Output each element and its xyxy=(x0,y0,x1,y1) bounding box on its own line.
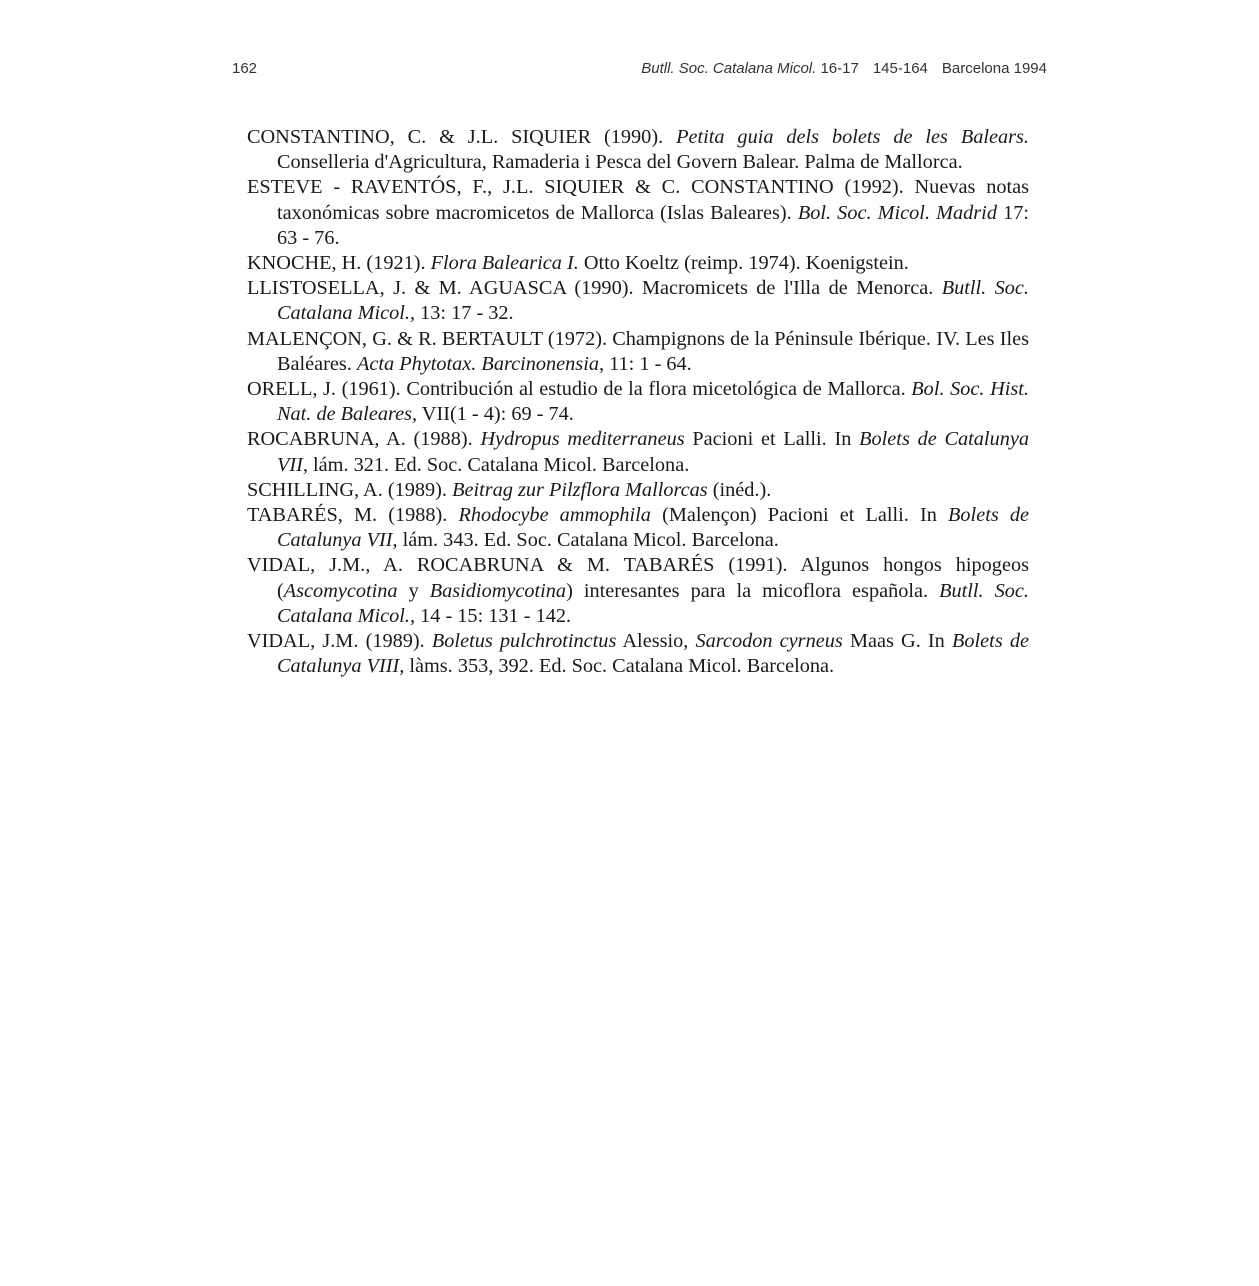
reference-book: Bolets de Catalunya VII, xyxy=(277,428,1029,476)
journal-citation-header xyxy=(641,60,1047,77)
reference-item xyxy=(247,327,1029,377)
reference-species: Hydropus mediterraneus xyxy=(480,428,685,451)
reference-volume-pages: 11: 1 - 64. xyxy=(609,352,692,375)
reference-book: Bolets de Catalunya VII, xyxy=(277,504,1029,552)
reference-journal: Bol. Soc. Hist. Nat. de Baleares, xyxy=(277,378,1029,426)
reference-volume-pages: 13: 17 - 32. xyxy=(420,302,514,325)
reference-item xyxy=(247,251,1029,276)
reference-item xyxy=(247,377,1029,427)
reference-species-authority: Maas G. In xyxy=(849,630,945,653)
reference-authors: TABARÉS, M. (1988). xyxy=(247,504,448,527)
reference-item xyxy=(247,553,1029,629)
reference-item xyxy=(247,427,1029,477)
reference-details: làms. 353, 392. Ed. Soc. Catalana Micol. Barcelona. xyxy=(409,655,835,678)
reference-authors: ROCABRUNA, A. (1988). xyxy=(247,428,473,451)
reference-journal: Butll. Soc. Catalana Micol., xyxy=(277,277,1029,325)
reference-list xyxy=(247,125,1029,679)
reference-title: Beitrag zur Pilzflora Mallorcas xyxy=(452,478,708,501)
reference-title-part: ) interesantes para la micoflora española. xyxy=(566,579,929,602)
page-number: 162 xyxy=(232,60,258,77)
reference-journal: Acta Phytotax. Barcinonensia, xyxy=(356,352,605,375)
reference-item xyxy=(247,478,1029,503)
reference-authors: MALENÇON, G. & R. BERTAULT (1972). xyxy=(247,327,608,350)
reference-journal: Bol. Soc. Micol. Madrid xyxy=(797,201,997,224)
reference-species: Boletus pulchrotinctus xyxy=(431,630,617,653)
reference-journal: Butll. Soc. Catalana Micol., xyxy=(277,579,1029,627)
reference-authors: ORELL, J. (1961). xyxy=(247,378,401,401)
reference-connector: y xyxy=(408,579,419,602)
reference-authors: VIDAL, J.M., A. ROCABRUNA & M. TABARÉS (1991). xyxy=(247,554,788,577)
reference-item xyxy=(247,125,1029,175)
reference-details: lám. 321. Ed. Soc. Catalana Micol. Barcelona. xyxy=(313,453,690,476)
reference-species: Sarcodon cyrneus xyxy=(695,630,843,653)
reference-species-authority: (Malençon) Pacioni et Lalli. In xyxy=(662,504,937,527)
reference-authors: KNOCHE, H. (1921). xyxy=(247,252,426,275)
reference-title-part: Algunos hongos hipogeos ( xyxy=(277,554,1029,602)
reference-title: Flora Balearica I. xyxy=(430,252,579,275)
reference-authors: CONSTANTINO, C. & J.L. SIQUIER (1990). xyxy=(247,126,664,148)
reference-title: Macromicets de l'Illa de Menorca. xyxy=(641,277,934,300)
reference-details: Otto Koeltz (reimp. 1974). Koenigstein. xyxy=(583,252,909,275)
reference-volume-pages: 17: 63 - 76. xyxy=(277,201,1029,249)
reference-details: lám. 343. Ed. Soc. Catalana Micol. Barcelona. xyxy=(402,529,779,552)
journal-pages: 145-164 xyxy=(872,60,928,77)
journal-name: Butll. Soc. Catalana Micol. xyxy=(641,60,817,77)
reference-authors: VIDAL, J.M. (1989). xyxy=(247,630,425,653)
journal-volume: 16-17 xyxy=(820,60,859,77)
reference-details: (inéd.). xyxy=(712,478,772,501)
reference-book: Bolets de Catalunya VIII, xyxy=(277,630,1030,678)
reference-volume-pages: VII(1 - 4): 69 - 74. xyxy=(421,403,574,426)
reference-title: Nuevas notas taxonómicas sobre macromicetos de Mallorca (Islas Baleares). xyxy=(277,176,1029,224)
reference-taxon: Ascomycotina xyxy=(283,579,398,602)
running-head xyxy=(232,60,1047,82)
journal-place-year: Barcelona 1994 xyxy=(941,60,1047,77)
reference-item xyxy=(247,629,1029,679)
reference-species-authority: Alessio, xyxy=(622,630,689,653)
reference-volume-pages: 14 - 15: 131 - 142. xyxy=(420,604,572,627)
reference-species-authority: Pacioni et Lalli. In xyxy=(692,428,852,451)
reference-species: Rhodocybe ammophila xyxy=(458,504,651,527)
reference-item xyxy=(247,175,1029,251)
reference-title: Petita guia dels bolets de les Balears. xyxy=(676,126,1029,148)
reference-item xyxy=(247,503,1029,553)
reference-title: Contribución al estudio de la flora micetológica de Mallorca. xyxy=(406,378,906,401)
reference-authors: LLISTOSELLA, J. & M. AGUASCA (1990). xyxy=(247,277,634,300)
reference-item xyxy=(247,276,1029,326)
reference-authors: SCHILLING, A. (1989). xyxy=(247,478,447,501)
reference-title: Champignons de la Péninsule Ibérique. IV. Les Iles Baléares. xyxy=(277,327,1030,375)
reference-authors: ESTEVE - RAVENTÓS, F., J.L. SIQUIER & C. CONSTANTINO (1992). xyxy=(247,176,904,199)
reference-details: Conselleria d'Agricultura, Ramaderia i Pesca del Govern Balear. Palma de Mallorca. xyxy=(277,151,963,174)
reference-taxon: Basidiomycotina xyxy=(429,579,567,602)
